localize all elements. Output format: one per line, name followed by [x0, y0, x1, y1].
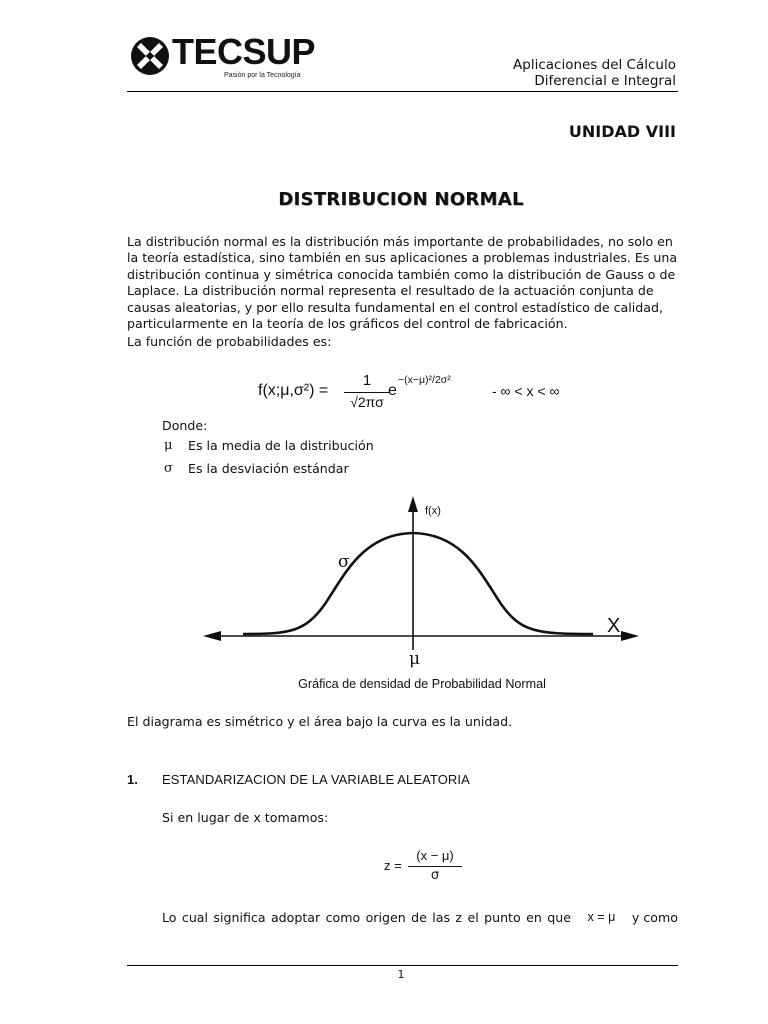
closing-text: Lo cual significa adoptar como origen de las z el punto en que	[162, 910, 571, 925]
section-number: 1.	[127, 772, 138, 787]
function-intro: La función de probabilidades es:	[127, 334, 332, 349]
paragraph-line: causas aleatorias, y por ello resulta fundamental en el control estadístico de calidad,	[127, 299, 663, 315]
sigma-definition: Es la desviación estándar	[188, 461, 349, 476]
y-axis-label: f(x)	[425, 505, 441, 517]
section-title: ESTANDARIZACION DE LA VARIABLE ALEATORIA	[162, 772, 470, 787]
mu-definition: Es la media de la distribución	[188, 438, 374, 453]
intro-paragraph	[127, 234, 678, 332]
header-rule	[127, 91, 678, 92]
x-axis-right-arrow	[621, 631, 639, 641]
z-numerator: (x − μ)	[416, 848, 454, 863]
paragraph-line: La distribución normal es la distribución más importante de probabilidades, no solo en	[127, 234, 673, 249]
paragraph-line: particularmente en la teoría de los gráficos del control de fabricación.	[127, 316, 568, 332]
substitution-intro: Si en lugar de x tomamos:	[162, 810, 329, 825]
paragraph-line: distribución continua y simétrica conocida también como la distribución de Gauss o de	[127, 266, 676, 282]
mu-label: μ	[409, 649, 421, 669]
y-axis-arrow	[408, 496, 418, 512]
formula-exponent: −(x−μ)²/2σ²	[398, 374, 451, 386]
footer-rule	[127, 965, 678, 966]
x-axis-label: X	[607, 615, 621, 637]
document-title: DISTRIBUCION NORMAL	[278, 189, 524, 210]
formula-domain: - ∞ < x < ∞	[492, 383, 560, 399]
paragraph-line: la teoría estadística, sino también en sus aplicaciones a problemas industriales. Es una	[127, 250, 678, 266]
normal-curve-diagram	[195, 492, 645, 672]
formula-numerator: 1	[362, 372, 372, 389]
symmetry-note: El diagrama es simétrico y el área bajo la curva es la unidad.	[127, 714, 513, 729]
unit-title: UNIDAD VIII	[568, 122, 676, 141]
density-curve	[243, 533, 593, 634]
closing-text-end: y como	[631, 910, 678, 925]
closing-math: x = μ	[587, 910, 616, 924]
paragraph-line: Laplace. La distribución normal representa el resultado de la actuación conjunta de	[127, 283, 654, 299]
z-lhs: z =	[384, 858, 402, 873]
z-fraction-bar	[408, 866, 462, 867]
formula-denominator: √2πσ	[350, 394, 384, 410]
x-axis-left-arrow	[203, 631, 221, 641]
mu-symbol: μ	[164, 438, 173, 453]
course-title-line2: Diferencial e Integral	[534, 73, 676, 89]
formula-exp-base: e	[388, 382, 397, 399]
normal-pdf-formula	[258, 372, 588, 418]
formula-lhs: f(x;μ,σ²) =	[258, 382, 329, 399]
closing-line	[162, 910, 678, 925]
graph-caption: Gráfica de densidad de Probabilidad Normal	[298, 677, 546, 691]
sigma-symbol: σ	[164, 461, 173, 476]
page-number: 1	[397, 968, 405, 981]
z-denominator: σ	[430, 868, 440, 883]
z-formula	[384, 848, 474, 888]
logo-wordmark: TECSUP	[172, 31, 316, 72]
course-title-line1: Aplicaciones del Cálculo	[513, 57, 676, 73]
where-label: Donde:	[162, 418, 208, 433]
sigma-label: σ	[338, 552, 350, 572]
fraction-bar	[344, 392, 390, 393]
logo-tagline: Pasión por la Tecnología	[224, 72, 301, 79]
